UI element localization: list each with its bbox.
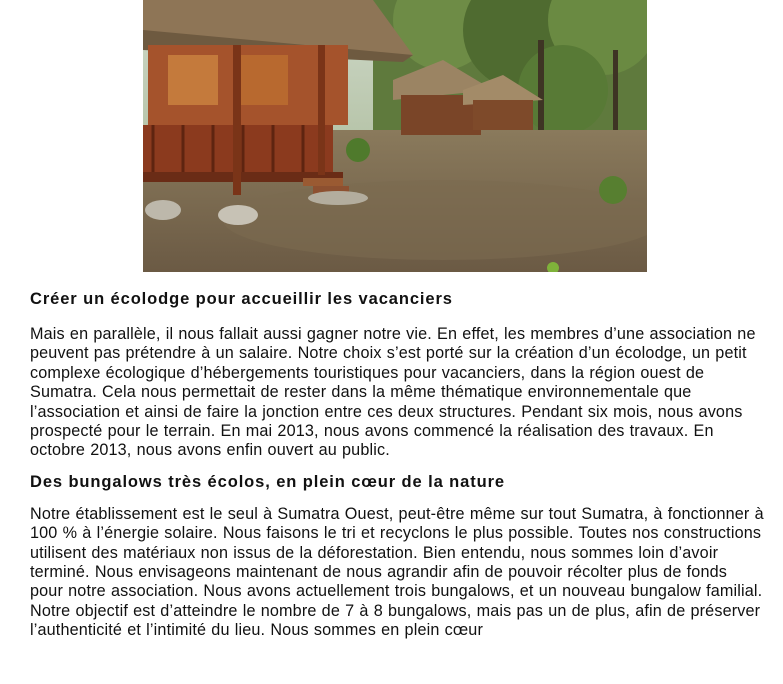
section-paragraph-bungalows: Notre établissement est le seul à Sumatra Ouest, peut-être même sur tout Sumatra, à fonctionner à 100 % à l’énergie solaire. Nous faisons le tri et recyclons le plus possible. Toutes nos constructions utilisent des matériaux non issus de la déforestation. Bien entendu, nous sommes loin d’avoir terminé. Nous envisageons maintenant de nous agrandir afin de pouvoir récolter plus de fonds pour notre association. Nous avons actuellement trois bungalows, et un nouveau bungalow familial. Notre objectif est d’atteindre le nombre de 7 à 8 bungalows, mais pas un de plus, afin de préserver l’authenticité et l’intimité du lieu. Nous sommes en plein cœur [30,504,764,640]
article-body [30,287,765,641]
section-heading-bungalows: Des bungalows très écolos, en plein cœur de la nature [30,472,505,491]
section-paragraph-ecolodge: Mais en parallèle, il nous fallait aussi gagner notre vie. En effet, les membres d’une association ne peuvent pas prétendre à un salaire. Notre choix s’est porté sur la création d’un écolodge, un petit complexe écologique d’hébergements touristiques pour vacanciers, dans la région ouest de Sumatra. Cela nous permettait de rester dans la même thématique environnementale que l’association et ainsi de faire la jonction entre ces deux structures. Pendant six mois, nous avons prospecté pour le terrain. En mai 2013, nous avons commencé la réalisation des travaux. En octobre 2013, nous avons enfin ouvert au public. [30,325,756,460]
bungalow-photo [143,0,647,272]
section-heading-ecolodge: Créer un écolodge pour accueillir les vacanciers [30,290,453,308]
